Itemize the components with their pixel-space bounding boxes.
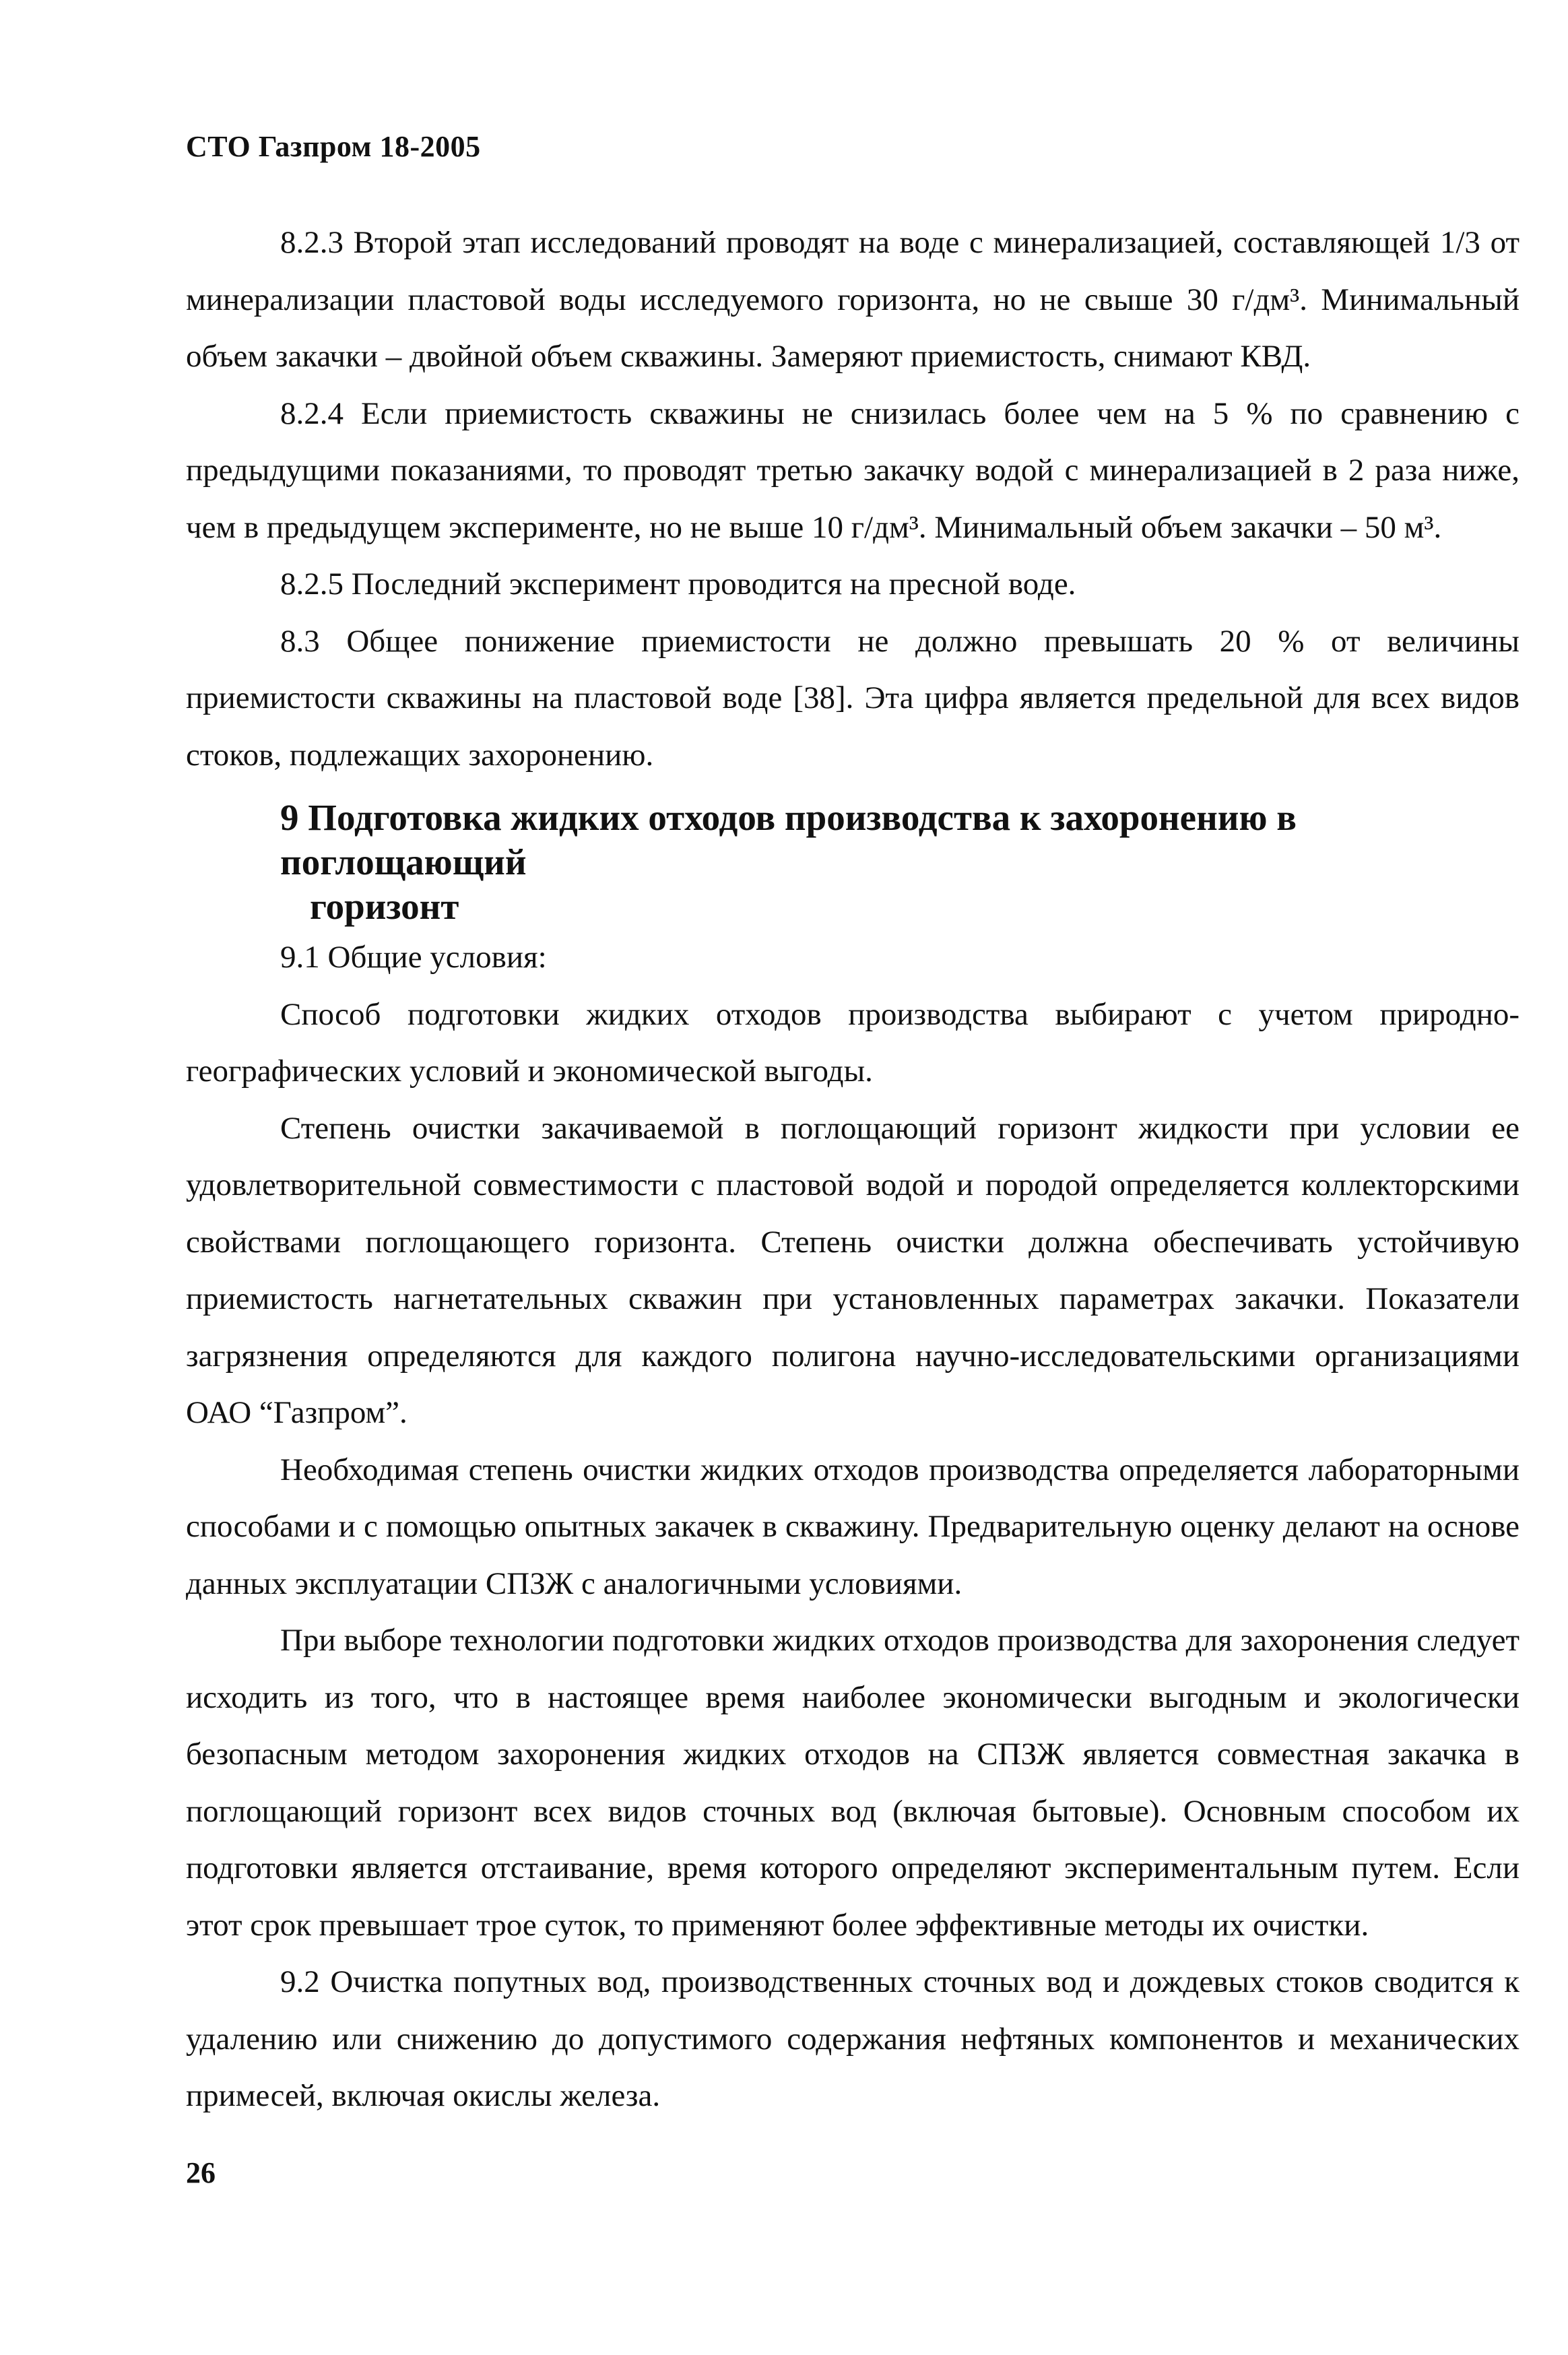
paragraph-9-1-c: Необходимая степень очистки жидких отходов производства определяется лабораторными способами и с помощью опытных закачек в скважину. Предварительную оценку делают на основе данных эксплуатации СПЗЖ с аналогичными условиями.: [186, 1452, 1520, 1601]
paragraph-8-3: 8.3 Общее понижение приемистости не должно превышать 20 % от величины приемистости скважины на пластовой воде [38]. Эта цифра является предельной для всех видов стоков, подлежащих захоронению.: [186, 623, 1520, 773]
body-text: [186, 214, 1520, 2125]
paragraph-8-2-4: 8.2.4 Если приемистость скважины не снизилась более чем на 5 % по сравнению с предыдущими показаниями, то проводят третью закачку водой с минерализацией в 2 раза ниже, чем в предыдущем эксперименте, но не выше 10 г/дм³. Минимальный объем закачки – 50 м³.: [186, 395, 1520, 545]
paragraph-9-1-b: Степень очистки закачиваемой в поглощающий горизонт жидкости при условии ее удовлетворительной совместимости с пластовой водой и породой определяется коллекторскими свойствами поглощающего горизонта. Степень очистки должна обеспечивать устойчивую приемистость нагнетательных скважин при установленных параметрах закачки. Показатели загрязнения определяются для каждого полигона научно-исследовательскими организациями ОАО “Газпром”.: [186, 1110, 1520, 1430]
section-9-heading: [186, 796, 1520, 929]
paragraph-8-2-3: 8.2.3 Второй этап исследований проводят на воде с минерализацией, составляющей 1/3 от минерализации пластовой воды исследуемого горизонта, но не свыше 30 г/дм³. Минимальный объем закачки – двойной объем скважины. Замеряют приемистость, снимают КВД.: [186, 225, 1520, 374]
running-header: СТО Газпром 18-2005: [186, 130, 481, 163]
page-number: 26: [186, 2156, 216, 2189]
section-9-heading-line2: горизонт: [310, 886, 459, 927]
paragraph-9-1: 9.1 Общие условия:: [280, 940, 547, 975]
paragraph-9-1-d: При выборе технологии подготовки жидких отходов производства для захоронения следует исходить из того, что в настоящее время наиболее экономически выгодным и экологически безопасным методом захоронения жидких отходов на СПЗЖ является совместная закачка в поглощающий горизонт всех видов сточных вод (включая бытовые). Основным способом их подготовки является отстаивание, время которого определяют экспериментальным путем. Если этот срок превышает трое суток, то применяют более эффективные методы их очистки.: [186, 1623, 1520, 1943]
paragraph-9-2: 9.2 Очистка попутных вод, производственных сточных вод и дождевых стоков сводится к удалению или снижению до допустимого содержания нефтяных компонентов и механических примесей, включая окислы железа.: [186, 1964, 1520, 2113]
paragraph-8-2-5: 8.2.5 Последний эксперимент проводится на пресной воде.: [280, 567, 1076, 602]
paragraph-9-1-a: Способ подготовки жидких отходов производства выбирают с учетом природно-географических условий и экономической выгоды.: [186, 996, 1520, 1089]
section-9-heading-line1: 9 Подготовка жидких отходов производства к захоронению в поглощающий: [280, 797, 1297, 882]
